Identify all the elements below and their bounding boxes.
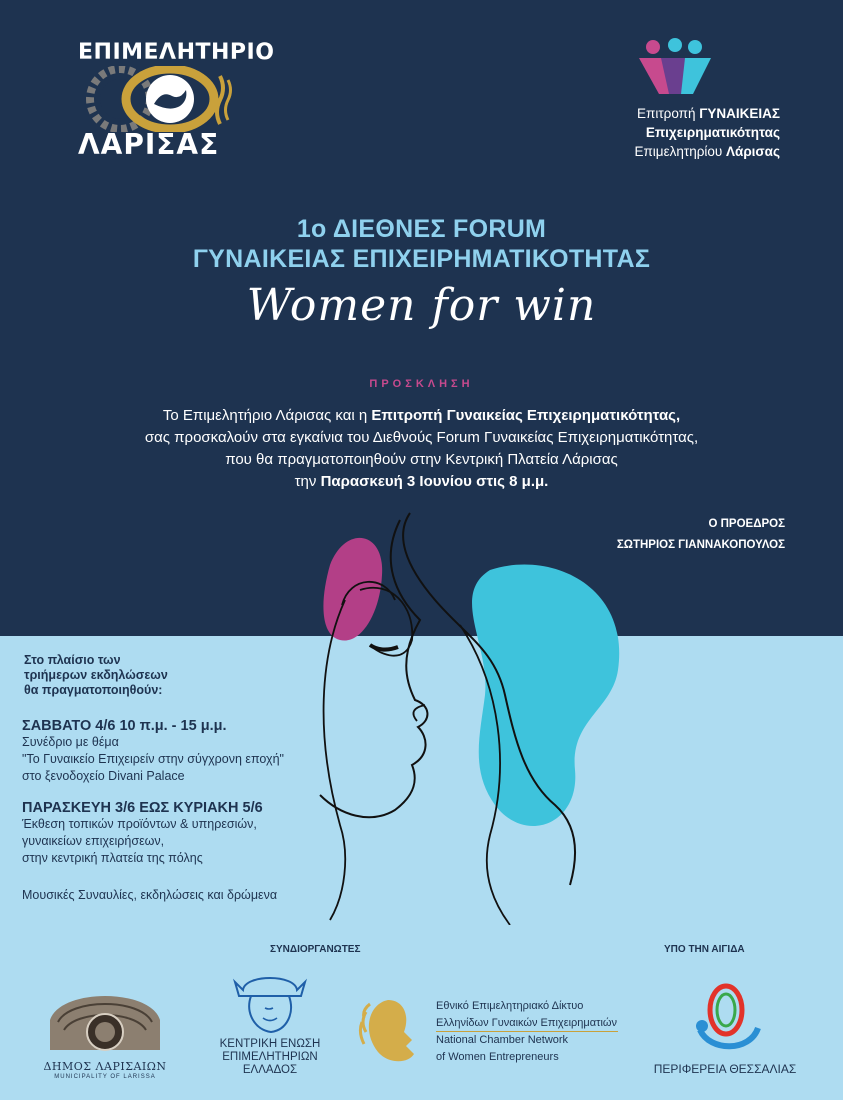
event-conference-heading: ΣΑΒΒΑΤΟ 4/6 10 π.μ. - 15 μ.μ.: [22, 718, 227, 734]
event-exhibition-line-3: στην κεντρική πλατεία της πόλης: [22, 851, 203, 865]
women-for-win-script-title: Women for win: [246, 280, 597, 331]
network-line-1: Εθνικό Επιμελητηριακό Δίκτυο: [436, 1000, 584, 1012]
ancient-theatre-seal-icon: [40, 980, 170, 1058]
event-conference-line-1: Συνέδριο με θέμα: [22, 735, 119, 749]
invitation-line-4: την Παρασκευή 3 Ιουνίου στις 8 μ.μ.: [294, 473, 549, 490]
event-conference-line-2: "Το Γυναικείο Επιχειρείν στην σύγχρονη εποχή": [22, 752, 284, 766]
network-line-4: of Women Entrepreneurs: [436, 1051, 559, 1063]
event-concerts: Μουσικές Συναυλίες, εκδηλώσεις και δρώμενα: [22, 888, 278, 902]
event-conference-line-3: στο ξενοδοχείο Divani Palace: [22, 769, 185, 783]
invitation-body: [40, 405, 803, 493]
program-intro-line-3: θα πραγματοποιηθούν:: [24, 683, 163, 697]
chamber-logo: [70, 40, 275, 165]
women-entrepreneurs-network-logo: [358, 992, 618, 1072]
chamber-logo-top-text: ΕΠΙΜΕΛΗΤΗΡΙΟ: [78, 40, 275, 65]
event-exhibition-heading: ΠΑΡΑΣΚΕΥΗ 3/6 ΕΩΣ ΚΥΡΙΑΚΗ 5/6: [22, 800, 263, 816]
network-line-3: National Chamber Network: [436, 1034, 569, 1046]
event-exhibition-line-2: γυναικείων επιχειρήσεων,: [22, 834, 165, 848]
network-text: [436, 998, 617, 1066]
president-signature: [617, 514, 785, 556]
chamber-logo-bottom-text: ΛΑΡΙΣΑΣ: [78, 128, 220, 161]
woman-face-line-art: [300, 505, 630, 925]
woman-profile-gold-icon: [358, 992, 436, 1072]
co-organizers-label: ΣΥΝΔΙΟΡΓΑΝΩΤΕΣ: [270, 944, 361, 955]
central-union-name: [205, 1038, 335, 1077]
committee-line-3: Επιμελητηρίου Λάρισας: [634, 144, 780, 159]
invitation-line-3: που θα πραγματοποιηθούν στην Κεντρική Πλατεία Λάρισας: [225, 451, 618, 468]
central-union-line-1: ΚΕΝΤΡΙΚΗ ΕΝΩΣΗ: [219, 1038, 321, 1050]
chamber-emblem-icon: [78, 66, 248, 132]
committee-line-1: Επιτροπή ΓΥΝΑΙΚΕΙΑΣ: [637, 106, 780, 121]
committee-logo-text: [634, 104, 780, 161]
central-union-line-3: ΕΛΛΑΔΟΣ: [242, 1064, 298, 1076]
forum-title-line-2: ΓΥΝΑΙΚΕΙΑΣ ΕΠΙΧΕΙΡΗΜΑΤΙΚΟΤΗΤΑΣ: [192, 245, 651, 273]
central-union-line-2: ΕΠΙΜΕΛΗΤΗΡΙΩΝ: [222, 1051, 318, 1063]
president-name: ΣΩΤΗΡΙΟΣ ΓΙΑΝΝΑΚΟΠΟΥΛΟΣ: [616, 539, 785, 551]
program-intro: [24, 653, 244, 698]
invitation-label: ΠΡΟΣΚΛΗΣΗ: [369, 378, 474, 390]
event-exhibition: [22, 800, 263, 867]
invitation-line-1: Το Επιμελητήριο Λάρισας και η Επιτροπή Γυναικείας Επιχειρηματικότητας,: [162, 407, 681, 424]
event-conference: [22, 718, 284, 785]
network-divider: [436, 1031, 618, 1032]
forum-title-line-1: 1ο ΔΙΕΘΝΕΣ FORUM: [296, 215, 547, 243]
committee-line-2: Επιχειρηματικότητας: [645, 125, 780, 140]
region-thessaly-name: ΠΕΡΙΦΕΡΕΙΑ ΘΕΣΣΑΛΙΑΣ: [653, 1062, 797, 1076]
program-intro-line-2: τριήμερων εκδηλώσεων: [24, 668, 168, 682]
hermes-head-icon: [205, 968, 335, 1036]
central-union-chambers-logo: [205, 968, 335, 1083]
president-title: Ο ΠΡΟΕΔΡΟΣ: [708, 518, 785, 530]
program-intro-line-1: Στο πλαίσιο των: [24, 653, 121, 667]
event-exhibition-line-1: Έκθεση τοπικών προϊόντων & υπηρεσιών,: [22, 817, 257, 831]
region-thessaly-emblem-icon: [640, 980, 810, 1060]
network-line-2: Ελληνίδων Γυναικών Επιχειρηματιών: [436, 1017, 617, 1029]
municipality-subtitle: MUNICIPALITY OF LARISSA: [54, 1074, 156, 1080]
municipality-larissa-logo: [40, 980, 170, 1085]
invitation-line-2: σας προσκαλούν στα εγκαίνια του Διεθνούς Forum Γυναικείας Επιχειρηματικότητας,: [144, 429, 699, 446]
committee-logo: [580, 38, 780, 163]
under-aegis-label: ΥΠΟ ΤΗΝ ΑΙΓΙΔΑ: [664, 944, 745, 955]
region-thessaly-logo: [640, 980, 810, 1080]
municipality-name: ΔΗΜΟΣ ΛΑΡΙΣΑΙΩΝ: [43, 1060, 167, 1073]
women-figures-icon: [635, 38, 715, 100]
